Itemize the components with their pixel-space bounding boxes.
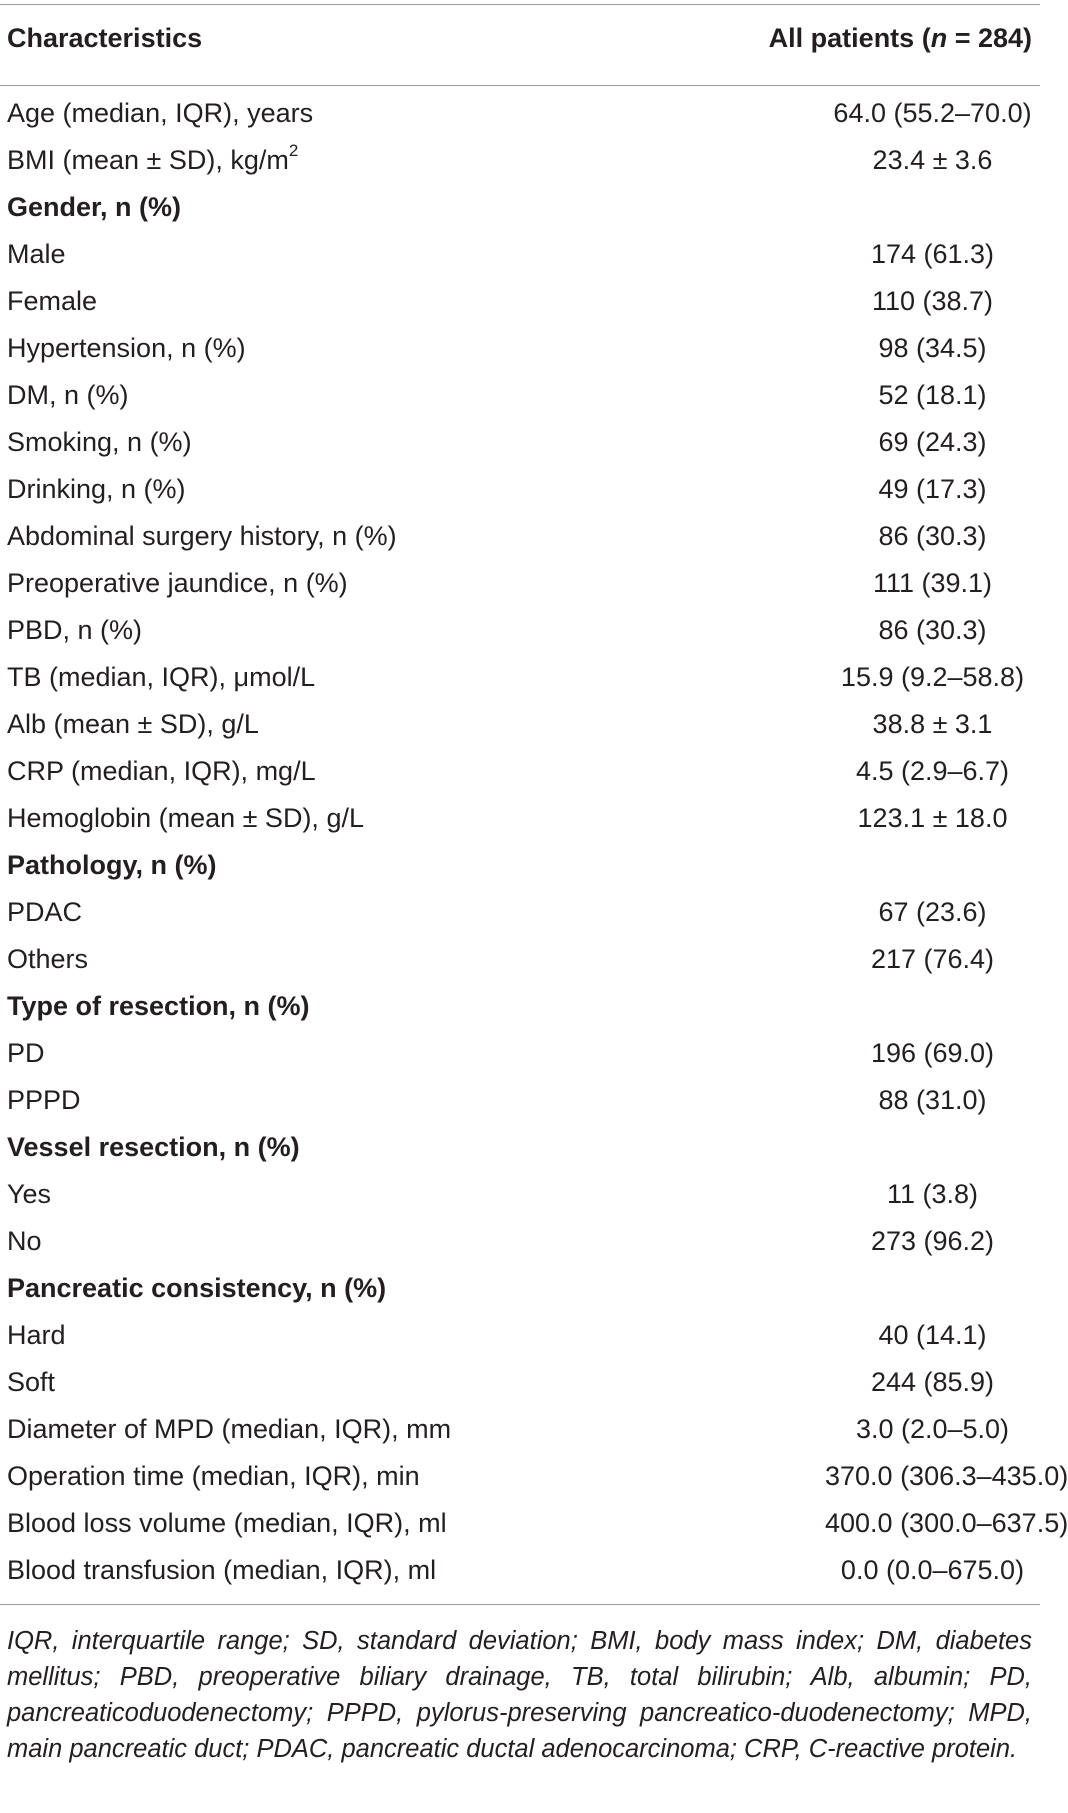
- row-label: [0, 1218, 680, 1265]
- row-value: [680, 1547, 1040, 1594]
- table-row: [0, 1312, 1040, 1359]
- row-label-text: Gender, n (%): [7, 192, 182, 222]
- row-label-text: PD: [7, 1038, 45, 1068]
- table-row: [0, 748, 1040, 795]
- table-row: [0, 889, 1040, 936]
- bottom-rule: [0, 1604, 1040, 1605]
- row-value: [680, 1030, 1040, 1077]
- row-label: [0, 889, 680, 936]
- row-label-text: PDAC: [7, 897, 83, 927]
- row-value: [680, 137, 1040, 184]
- row-label-text: Pathology, n (%): [7, 850, 217, 880]
- table-row: [0, 90, 1040, 137]
- row-label-text: PPPD: [7, 1085, 81, 1115]
- table-row: [0, 1171, 1040, 1218]
- row-value: [680, 1171, 1040, 1218]
- row-label-text: Pancreatic consistency, n (%): [7, 1273, 387, 1303]
- row-label: [0, 184, 680, 231]
- row-label: [0, 1171, 680, 1218]
- row-value-text: 88 (31.0): [878, 1085, 987, 1115]
- row-label-text: PBD, n (%): [7, 615, 143, 645]
- table-row: [0, 654, 1040, 701]
- row-label: [0, 372, 680, 419]
- row-label-text: Age (median, IQR), years: [7, 98, 314, 128]
- row-value: [680, 748, 1040, 795]
- table-row: [0, 560, 1040, 607]
- row-value: [680, 1359, 1040, 1406]
- table-group-row: [0, 184, 1040, 231]
- row-label-text: Yes: [7, 1179, 52, 1209]
- row-value-text: 23.4 ± 3.6: [872, 145, 993, 175]
- row-label: [0, 1077, 680, 1124]
- characteristics-table: [0, 19, 1068, 1594]
- row-label: [0, 137, 680, 184]
- row-value: [680, 795, 1040, 842]
- header-characteristics: Characteristics: [7, 23, 203, 53]
- table-group-row: [0, 983, 1040, 1030]
- row-label: [0, 607, 680, 654]
- row-label-text: Smoking, n (%): [7, 427, 192, 457]
- row-label-text: Diameter of MPD (median, IQR), mm: [7, 1414, 452, 1444]
- row-label: [0, 231, 680, 278]
- row-value: [680, 1124, 1040, 1171]
- row-value: [680, 983, 1040, 1030]
- table-row: [0, 513, 1040, 560]
- row-label: [0, 90, 680, 137]
- row-label-text: Alb (mean ± SD), g/L: [7, 709, 259, 739]
- row-value: [680, 278, 1040, 325]
- row-label: [0, 795, 680, 842]
- row-value-text: 98 (34.5): [878, 333, 987, 363]
- row-value: [680, 231, 1040, 278]
- table-row: [0, 325, 1040, 372]
- row-value-text: 244 (85.9): [870, 1367, 995, 1397]
- table-row: [0, 1030, 1040, 1077]
- row-label-text: Preoperative jaundice, n (%): [7, 568, 348, 598]
- row-value-text: 4.5 (2.9–6.7): [855, 756, 1010, 786]
- row-value-text: 11 (3.8): [886, 1179, 979, 1209]
- row-value: [680, 1218, 1040, 1265]
- table-row: [0, 372, 1040, 419]
- row-value: [680, 466, 1040, 513]
- row-value: [680, 560, 1040, 607]
- row-label: [0, 1124, 680, 1171]
- row-value-text: 52 (18.1): [878, 380, 987, 410]
- table-group-row: [0, 842, 1040, 889]
- row-label-text: TB (median, IQR), μmol/L: [7, 662, 316, 692]
- row-label: [0, 1547, 680, 1594]
- row-value-text: 123.1 ± 18.0: [857, 803, 1008, 833]
- row-value: [680, 607, 1040, 654]
- table-body: [0, 90, 1068, 1594]
- row-value-text: 49 (17.3): [878, 474, 987, 504]
- row-value: [680, 372, 1040, 419]
- table-group-row: [0, 1124, 1040, 1171]
- table-row: [0, 936, 1040, 983]
- header-all-patients: [680, 19, 1040, 90]
- row-value-text: 86 (30.3): [878, 521, 987, 551]
- row-value: [680, 1265, 1040, 1312]
- table-row: [0, 1359, 1040, 1406]
- row-label-text: Blood transfusion (median, IQR), ml: [7, 1555, 437, 1585]
- table-row: [0, 795, 1040, 842]
- row-value-text: 69 (24.3): [878, 427, 987, 457]
- row-value-text: 3.0 (2.0–5.0): [855, 1414, 1010, 1444]
- row-value: [680, 842, 1040, 889]
- row-value-text: 40 (14.1): [878, 1320, 987, 1350]
- row-label: [0, 466, 680, 513]
- row-label-superscript: 2: [288, 141, 299, 160]
- table-group-row: [0, 1265, 1040, 1312]
- row-value: [680, 701, 1040, 748]
- table-row: [0, 1218, 1040, 1265]
- row-value-text: 67 (23.6): [878, 897, 987, 927]
- row-label-text: No: [7, 1226, 42, 1256]
- row-value-text: 111 (39.1): [872, 568, 993, 598]
- row-label-text: Type of resection, n (%): [7, 991, 310, 1021]
- row-label-text: Operation time (median, IQR), min: [7, 1461, 420, 1491]
- header-col2-n: n: [930, 23, 948, 53]
- top-rule: [0, 4, 1040, 5]
- row-label: [0, 325, 680, 372]
- row-value-text: 38.8 ± 3.1: [872, 709, 993, 739]
- row-label-text: Vessel resection, n (%): [7, 1132, 300, 1162]
- table-row: [0, 1547, 1040, 1594]
- row-label: [0, 983, 680, 1030]
- row-label: [0, 701, 680, 748]
- row-value: [680, 654, 1040, 701]
- table-header-row: [0, 19, 1040, 90]
- row-value: [680, 1500, 1068, 1547]
- row-label-text: Hypertension, n (%): [7, 333, 246, 363]
- row-value: [680, 1077, 1040, 1124]
- row-value-text: 110 (38.7): [871, 286, 994, 316]
- row-value-text: 86 (30.3): [878, 615, 987, 645]
- row-label: [0, 1265, 680, 1312]
- row-label-text: Blood loss volume (median, IQR), ml: [7, 1508, 447, 1538]
- row-label-text: Female: [7, 286, 98, 316]
- row-value-text: 196 (69.0): [870, 1038, 995, 1068]
- header-col2-suffix: = 284): [947, 23, 1032, 53]
- row-value-text: 64.0 (55.2–70.0): [833, 98, 1032, 128]
- row-label-text: BMI (mean ± SD), kg/m: [7, 145, 289, 175]
- row-value: [680, 936, 1040, 983]
- row-value: [680, 1312, 1040, 1359]
- row-label-text: Others: [7, 944, 89, 974]
- row-label-text: Drinking, n (%): [7, 474, 186, 504]
- row-label: [0, 842, 680, 889]
- row-label-text: Male: [7, 239, 66, 269]
- table-row: [0, 1500, 1040, 1547]
- row-value-text: 217 (76.4): [870, 944, 995, 974]
- row-value: [680, 513, 1040, 560]
- table-row: [0, 1077, 1040, 1124]
- table-row: [0, 1453, 1040, 1500]
- row-label: [0, 1312, 680, 1359]
- row-label-text: Abdominal surgery history, n (%): [7, 521, 397, 551]
- row-label: [0, 1406, 680, 1453]
- row-label: [0, 936, 680, 983]
- row-label: [0, 1500, 680, 1547]
- row-label: [0, 654, 680, 701]
- row-label: [0, 513, 680, 560]
- row-label-text: Hard: [7, 1320, 66, 1350]
- row-label-text: DM, n (%): [7, 380, 129, 410]
- table-footnote: IQR, interquartile range; SD, standard deviation; BMI, body mass index; DM, diabetes mellitus; PBD, preoperative biliary drainage, TB, total bilirubin; Alb, albumin; PD, pancreaticoduodenectomy; PPPD, pylorus-preserving pancreatico-duodenectomy; MPD, main pancreatic duct; PDAC, pancreatic ductal adenocarcinoma; CRP, C-reactive protein.: [7, 1627, 1032, 1763]
- table-row: [0, 137, 1040, 184]
- row-label: [0, 278, 680, 325]
- row-label-text: CRP (median, IQR), mg/L: [7, 756, 316, 786]
- row-value-text: 174 (61.3): [870, 239, 995, 269]
- table-row: [0, 419, 1040, 466]
- row-value: [680, 90, 1040, 137]
- table-row: [0, 466, 1040, 513]
- table-row: [0, 1406, 1040, 1453]
- row-value-text: 400.0 (300.0–637.5): [825, 1508, 1068, 1538]
- row-value-text: 370.0 (306.3–435.0): [825, 1461, 1068, 1491]
- table-row: [0, 701, 1040, 748]
- row-label: [0, 560, 680, 607]
- row-value-text: 15.9 (9.2–58.8): [840, 662, 1025, 692]
- row-value: [680, 889, 1040, 936]
- header-col2-prefix: All patients (: [768, 23, 931, 53]
- row-value: [680, 419, 1040, 466]
- row-label: [0, 1359, 680, 1406]
- row-label: [0, 419, 680, 466]
- row-label-text: Soft: [7, 1367, 56, 1397]
- row-value: [680, 1453, 1068, 1500]
- row-label-text: Hemoglobin (mean ± SD), g/L: [7, 803, 364, 833]
- row-label: [0, 1453, 680, 1500]
- table-row: [0, 231, 1040, 278]
- table-row: [0, 278, 1040, 325]
- table-row: [0, 607, 1040, 654]
- row-value: [680, 325, 1040, 372]
- row-value-text: 0.0 (0.0–675.0): [840, 1555, 1025, 1585]
- row-label: [0, 1030, 680, 1077]
- row-label: [0, 748, 680, 795]
- row-value-text: 273 (96.2): [870, 1226, 995, 1256]
- row-value: [680, 1406, 1040, 1453]
- row-value: [680, 184, 1040, 231]
